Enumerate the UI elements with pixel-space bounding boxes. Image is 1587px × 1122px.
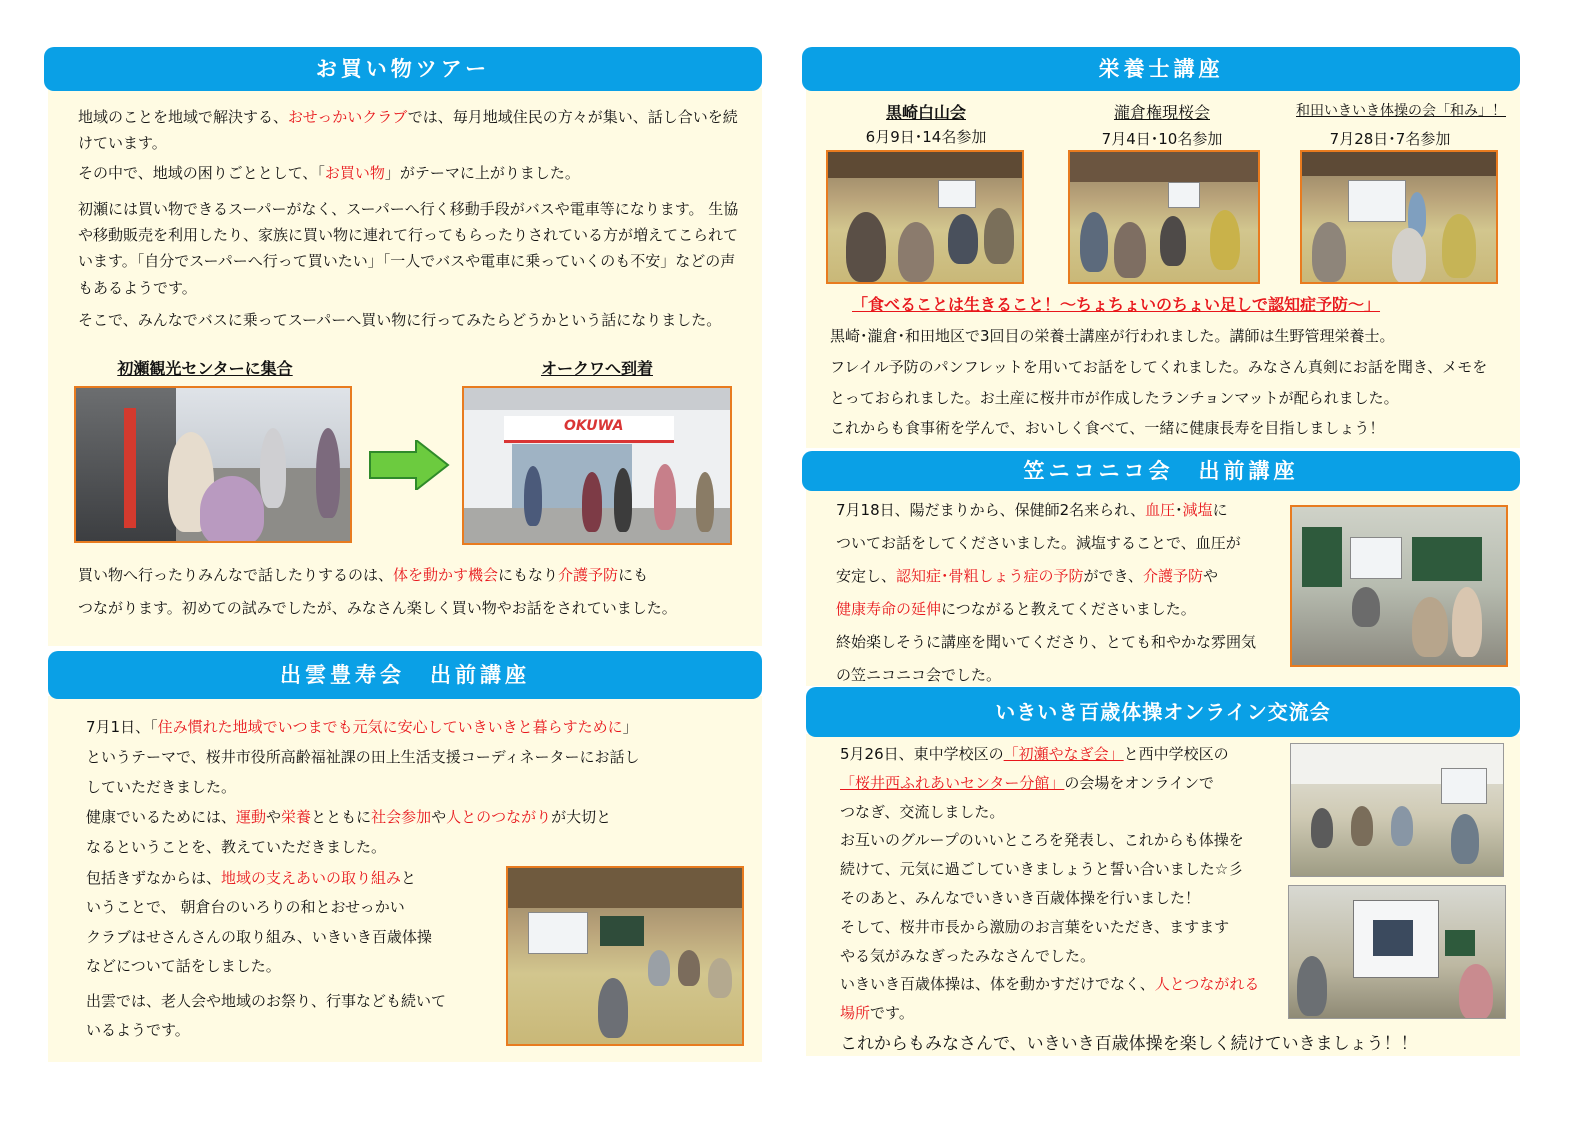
nutrition-title: 栄養士講座 bbox=[802, 47, 1520, 91]
group1-info: 6月9日･14名参加 bbox=[865, 128, 987, 146]
online-line-8: やる気がみなぎったみなさんでした。 bbox=[840, 946, 1096, 965]
kasa-body bbox=[836, 494, 1286, 692]
wada-photo bbox=[1300, 150, 1498, 284]
shopping-conclusion bbox=[78, 559, 744, 625]
kasa-line-6: の笠ニコニコ会でした。 bbox=[836, 666, 1002, 684]
online-line-4: お互いのグループのいいところを発表し、これからも体操を bbox=[840, 831, 1244, 850]
nutrition-line-4: これからも食事術を学んで、おいしく食べて、一緒に健康長寿を目指しましょう！ bbox=[830, 419, 1385, 438]
group2-info: 7月4日･10名参加 bbox=[1101, 130, 1223, 148]
izumo-line-8: クラブはせさんさんの取り組み、いきいき百歳体操 bbox=[86, 927, 432, 946]
nutrition-line-3: とっておられました。お土産に桜井市が作成したランチョンマットが配られました。 bbox=[830, 388, 1399, 407]
shopping-paragraph-5: 買い物へ行ったりみんなで話したりするのは、体を動かす機会にもなり介護予防にも bbox=[78, 566, 649, 584]
izumo-photo bbox=[506, 866, 744, 1046]
kasa-line-5: 終始楽しそうに講座を聞いてくださり、とても和やかな雰囲気 bbox=[836, 633, 1257, 651]
izumo-title: 出雲豊寿会 出前講座 bbox=[48, 651, 762, 699]
izumo-line-4: 健康でいるためには、運動や栄養とともに社会参加や人とのつながりが大切と bbox=[86, 808, 612, 826]
online-line-7: そして、桜井市長から激励のお言葉をいただき、ますます bbox=[840, 917, 1230, 936]
izumo-body-top bbox=[86, 712, 726, 862]
kurosaki-photo bbox=[826, 150, 1024, 284]
shopping-body bbox=[78, 104, 744, 333]
online-line-2: 「桜井西ふれあいセンター分館」の会場をオンラインで bbox=[840, 773, 1214, 792]
izumo-line-6: 包括きずなからは、地域の支えあいの取り組みと bbox=[86, 869, 417, 887]
izumo-line-3: していただきました。 bbox=[86, 778, 237, 796]
online-line-6: そのあと、みんなでいきいき百歳体操を行いました！ bbox=[840, 888, 1201, 907]
shopping-title: お買い物ツアー bbox=[44, 47, 762, 91]
kasa-title: 笠ニコニコ会 出前講座 bbox=[802, 451, 1520, 491]
online-line-1: 5月26日、東中学校区の「初瀬やなぎ会」と西中学校区の bbox=[840, 745, 1229, 763]
izumo-line-10: 出雲では、老人会や地域のお祭り、行事なども続いて bbox=[86, 992, 447, 1010]
kasa-line-4: 健康寿命の延伸につながると教えてくださいました。 bbox=[836, 600, 1196, 618]
kasa-line-2: ついてお話をしてくださいました。減塩することで、血圧が bbox=[836, 534, 1241, 552]
caption-arrival: オークワへ到着 bbox=[540, 359, 653, 378]
store-sign: OKUWA bbox=[564, 418, 624, 434]
izumo-body-bottom bbox=[86, 864, 496, 1046]
group2-name: 瀧倉権現桜会 bbox=[1113, 103, 1210, 122]
group1-name: 黒崎白山会 bbox=[885, 103, 966, 122]
kasa-photo bbox=[1290, 505, 1508, 667]
izumo-line-2: というテーマで、桜井市役所高齢福祉課の田上生活支援コーディネーターにお話し bbox=[86, 748, 640, 766]
caption-gathering: 初瀬観光センターに集合 bbox=[117, 359, 293, 378]
online-closing: これからもみなさんで、いきいき百歳体操を楽しく続けていきましょう！！ bbox=[840, 1034, 1418, 1054]
online-title: いきいき百歳体操オンライン交流会 bbox=[806, 687, 1520, 737]
kasa-line-3: 安定し、認知症･骨粗しょう症の予防ができ、介護予防や bbox=[836, 567, 1218, 585]
group3-info: 7月28日･7名参加 bbox=[1329, 130, 1451, 148]
online-line-5: 続けて、元気に過ごしていきましょうと誓い合いました☆彡 bbox=[840, 860, 1244, 879]
nutrition-line-2: フレイル予防のパンフレットを用いてお話をしてくれました。みなさん真剣にお話を聞き、メモを bbox=[830, 357, 1488, 376]
store-photo bbox=[462, 386, 732, 545]
online-body bbox=[840, 740, 1290, 1028]
online-line-10: 場所です。 bbox=[840, 1004, 914, 1023]
online-line-9: いきいき百歳体操は、体を動かすだけでなく、人とつながれる bbox=[840, 975, 1260, 994]
takikura-photo bbox=[1068, 150, 1260, 284]
group3-name: 和田いきいき体操の会「和み」！ bbox=[1296, 103, 1506, 119]
nutrition-slogan: 「食べることは生きること！～ちょちょいのちょい足しで認知症予防～」 bbox=[852, 295, 1381, 314]
shopping-paragraph-1: 地域のことを地域で解決する、おせっかいクラブでは、毎月地域住民の方々が集い、話し合いを続けています。 bbox=[78, 108, 738, 153]
nutrition-body bbox=[830, 321, 1510, 444]
shopping-paragraph-4: そこで、みんなでバスに乗ってスーパーへ買い物に行ってみたらどうかという話になりました。 bbox=[78, 310, 722, 329]
bus-photo bbox=[74, 386, 352, 543]
izumo-line-11: いるようです。 bbox=[86, 1021, 190, 1040]
shopping-paragraph-3: 初瀬には買い物できるスーパーがなく、スーパーへ行く移動手段がバスや電車等になります。 生協や移動販売を利用したり、家族に買い物に連れて行ってもらったりされている方が増えてこられています。「自分でスーパーへ行って買いたい」「一人でバスや電車に乗っていくのも不安」などの声もあるようです。 bbox=[78, 199, 739, 297]
online-photo-2 bbox=[1288, 885, 1506, 1019]
arrow-right-icon bbox=[368, 440, 450, 490]
nutrition-line-1: 黒崎･瀧倉･和田地区で3回目の栄養士講座が行われました。講師は生野管理栄養士。 bbox=[830, 327, 1395, 345]
izumo-line-1: 7月1日、「住み慣れた地域でいつまでも元気に安心していきいきと暮らすために」 bbox=[86, 718, 638, 736]
shopping-paragraph-2: その中で、地域の困りごととして、「お買い物」がテーマに上がりました。 bbox=[78, 163, 580, 182]
online-photo-1 bbox=[1290, 743, 1504, 877]
online-line-3: つなぎ、交流しました。 bbox=[840, 802, 1005, 821]
izumo-line-9: などについて話をしました。 bbox=[86, 956, 281, 975]
izumo-line-7: いうことで、 朝倉台のいろりの和とおせっかい bbox=[86, 898, 405, 917]
izumo-line-5: なるということを、教えていただきました。 bbox=[86, 838, 387, 856]
kasa-line-1: 7月18日、陽だまりから、保健師2名来られ、血圧･減塩に bbox=[836, 501, 1228, 519]
shopping-paragraph-6: つながります。初めての試みでしたが、みなさん楽しく買い物やお話をされていました。 bbox=[78, 599, 677, 617]
